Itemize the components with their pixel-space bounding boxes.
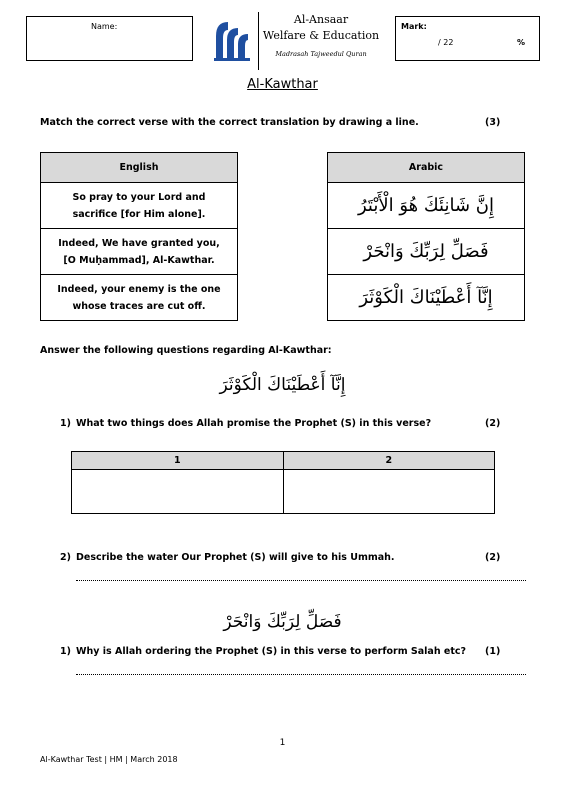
name-label: Name: [91, 22, 118, 31]
mark-total: / 22 [438, 38, 454, 47]
match-instruction: Match the correct verse with the correct translation by drawing a line. [40, 117, 419, 128]
english-row-2[interactable]: Indeed, We have granted you, [O Muḥammad], Al-Kawthar. [41, 229, 238, 275]
school-logo [212, 12, 382, 70]
logo-text-line2: Welfare & Education [262, 29, 380, 42]
logo-mark-icon [212, 16, 252, 64]
q3-marks: (1) [485, 646, 501, 657]
q2-number: 2) [60, 552, 71, 563]
q2-marks: (2) [485, 552, 501, 563]
answer-col-1-header: 1 [72, 452, 284, 470]
mark-label: Mark: [401, 22, 427, 31]
footer-text: Al-Kawthar Test | HM | March 2018 [40, 755, 178, 764]
english-row-3[interactable]: Indeed, your enemy is the one whose traces are cut off. [41, 275, 238, 321]
logo-divider [258, 12, 259, 70]
english-header: English [41, 153, 238, 183]
arabic-header: Arabic [328, 153, 525, 183]
arabic-row-1[interactable]: إِنَّ شَانِئَكَ هُوَ الْأَبْتَرُ [328, 183, 525, 229]
english-table [40, 152, 238, 321]
percent-sign: % [517, 38, 526, 47]
page-number: 1 [279, 738, 286, 748]
questions-heading: Answer the following questions regarding Al-Kawthar: [40, 345, 332, 356]
english-row-1[interactable]: So pray to your Lord and sacrifice [for Him alone]. [41, 183, 238, 229]
match-marks: (3) [485, 117, 501, 128]
answer-cell-1[interactable] [72, 470, 284, 514]
answer-table [71, 451, 495, 514]
q2-answer-line[interactable] [76, 580, 526, 581]
answer-col-2-header: 2 [283, 452, 495, 470]
q2-text: Describe the water Our Prophet (S) will give to his Ummah. [76, 552, 395, 563]
q1-text: What two things does Allah promise the Prophet (S) in this verse? [76, 418, 432, 429]
arabic-row-3[interactable]: إِنَّآ أَعْطَيْنَاكَ الْكَوْثَرَ [328, 275, 525, 321]
q3-answer-line[interactable] [76, 674, 526, 675]
q3-number: 1) [60, 646, 71, 657]
q3-text: Why is Allah ordering the Prophet (S) in this verse to perform Salah etc? [76, 646, 467, 657]
arabic-table [327, 152, 525, 321]
logo-text-line1: Al-Ansaar [293, 13, 349, 26]
q1-marks: (2) [485, 418, 501, 429]
name-box[interactable] [26, 16, 193, 61]
answer-cell-2[interactable] [283, 470, 495, 514]
page-title: Al-Kawthar [247, 77, 318, 92]
logo-text-line3: Madrasah Tajweedul Quran [275, 50, 367, 58]
mark-box[interactable] [395, 16, 540, 61]
q1-number: 1) [60, 418, 71, 429]
verse-kawthar: إِنَّآ أَعْطَيْنَاكَ الْكَوْثَرَ [219, 375, 346, 395]
verse-pray: فَصَلِّ لِرَبِّكَ وَانْحَرْ [223, 612, 342, 632]
arabic-row-2[interactable]: فَصَلِّ لِرَبِّكَ وَانْحَرْ [328, 229, 525, 275]
